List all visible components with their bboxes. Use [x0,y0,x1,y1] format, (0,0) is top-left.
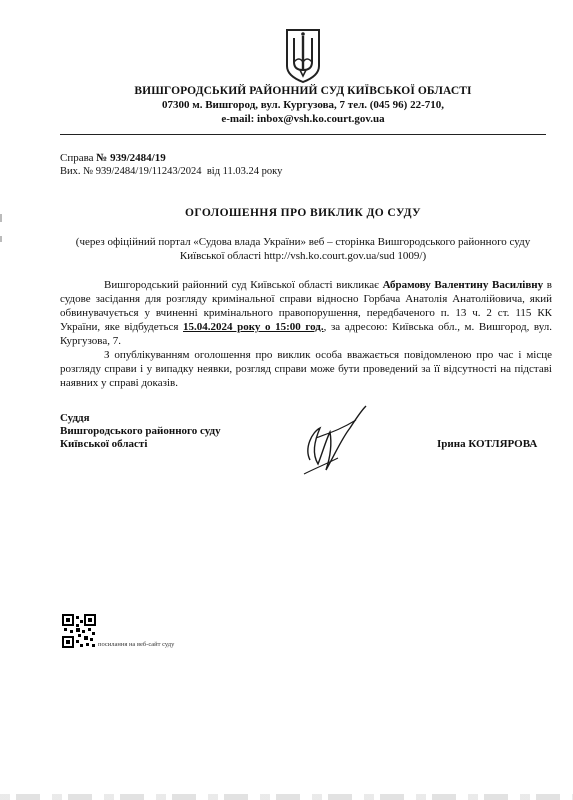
case-label: Справа [60,152,94,164]
summons-details: в судове засідання для розгляду кримінальної справи відносно Горбача Анатолія Анатолійовича, який обвинувачується у вчиненні кримінального правопорушення, передбаченого п. 13 ч. 2 ст. 115 КК України, яке відбудеться [60,279,552,333]
summons-intro: Вишгородський районний суд Київської області викликає [104,279,379,291]
court-address: 07300 м. Вишгород, вул. Кургузова, 7 тел. (045 96) 22-710, [161,99,445,111]
judge-title-line2: Вишгородського районного суду [60,425,221,437]
case-number: № 939/2484/19 [96,152,166,164]
announcement-body [60,278,552,390]
judge-title-line1: Суддя [60,412,90,424]
judge-title-line3: Київської області [60,438,148,450]
scan-edge-mark [0,214,2,222]
paragraph-notice: З опублікуванням оголошення про виклик особа вважається повідомленою про час і місце розгляду справи і у випадку неявки, розгляд справи може бути проведений за її відсутності на підставі наявних у справі доказів. [60,349,552,389]
header-divider [60,134,546,135]
incoming-number: № 939/2484/19/11243/2024 [83,166,202,177]
paragraph-summons [60,278,552,348]
date-prefix: від [206,166,221,177]
qr-code-icon[interactable] [62,614,96,648]
incoming-number-line [60,166,282,177]
document-title: ОГОЛОШЕННЯ ПРО ВИКЛИК ДО СУДУ [185,207,421,219]
case-number-line [60,152,166,164]
outgoing-date: 11.03.24 року [222,166,283,177]
hearing-datetime: 15.04.2024 року о 15:00 год. [183,321,324,333]
judge-title [60,412,221,451]
qr-caption: посилання на веб-сайт суду [98,641,175,648]
court-email: e-mail: inbox@vsh.ko.court.gov.ua [221,113,385,125]
court-name: ВИШГОРОДСЬКИЙ РАЙОННИЙ СУД КИЇВСЬКОЇ ОБЛАСТІ [134,85,472,97]
scan-edge-mark [0,236,2,242]
judge-name: Ірина КОТЛЯРОВА [437,438,538,450]
summoned-person: Абрамову Валентину Василівну [382,279,544,291]
tryzub-emblem-icon [283,26,323,84]
handwritten-signature-icon [296,398,370,478]
scan-bottom-edge [0,794,573,800]
incoming-label: Вих. [60,166,81,177]
hearing-address: , за адресою: Київська обл., м. Вишгород, вул. Кургузова, 7. [60,321,553,347]
portal-note: (через офіційний портал «Судова влада України» веб – сторінка Вишгородського районного суду Київської області http://vsh.ko.court.gov.ua/sud 1009/) [75,236,531,262]
